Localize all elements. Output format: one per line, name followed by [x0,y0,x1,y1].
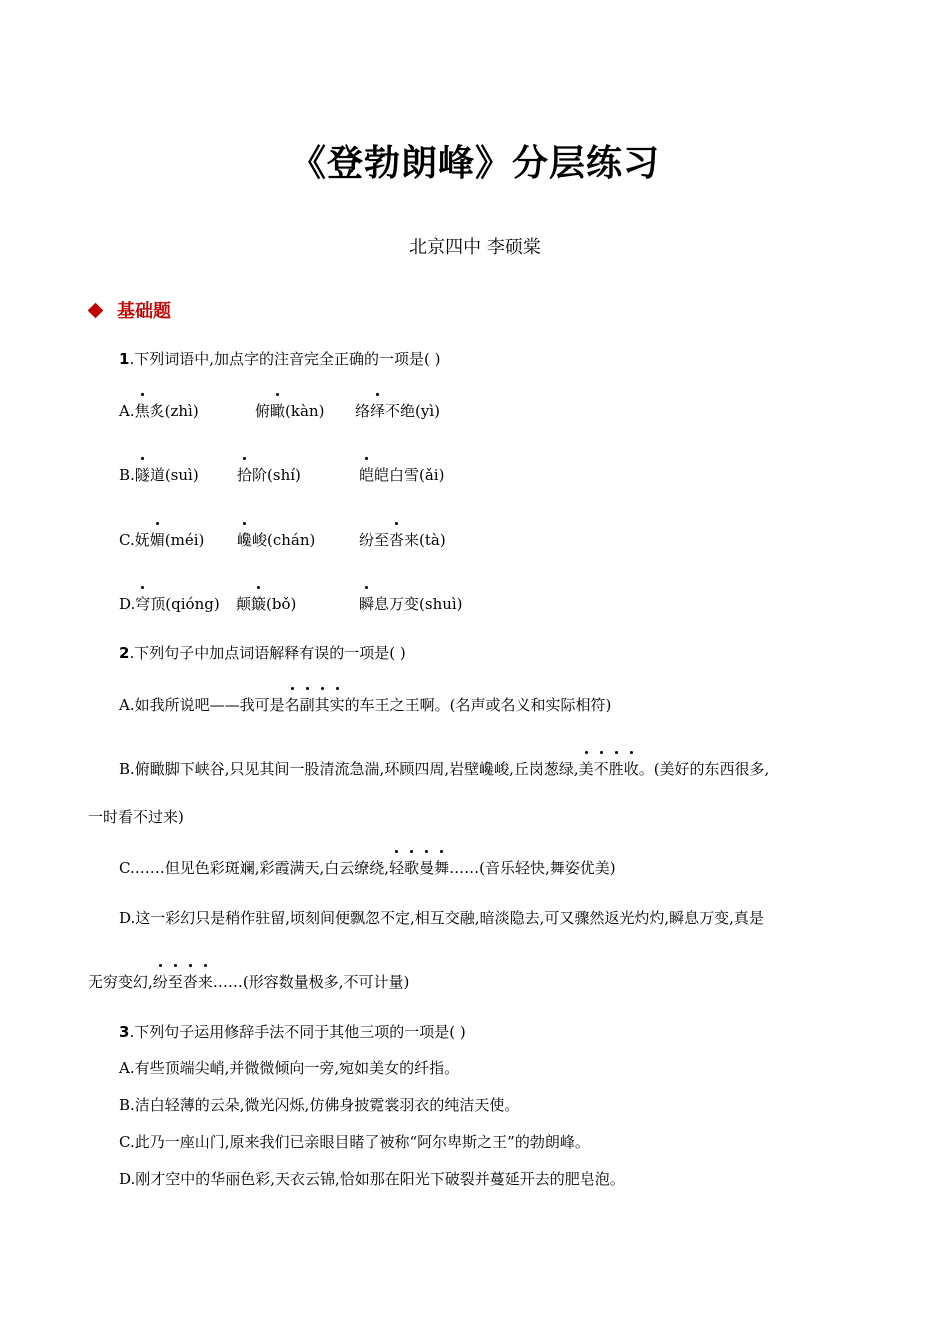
emphasis-dot-char: 收 [623,760,639,778]
q3-option-d: D.刚才空中的华丽色彩,天衣云锦,恰如那在阳光下破裂并蔓延开去的肥皂泡。 [119,1170,625,1188]
option-word-3: 皑皑白雪(ǎi) [359,466,445,484]
option-word-1: C.妩媚(méi) [119,531,205,549]
emphasis-dot-char: 巉 [237,531,253,549]
emphasized-phrase [153,973,213,991]
option-word-2: 巉峻(chán) [237,531,316,549]
emphasis-dot-char: 拾 [237,466,253,484]
emphasis-dot-char: 舞 [434,859,450,877]
q3-option-b: B.洁白轻薄的云朵,微光闪烁,仿佛身披霓裳羽衣的纯洁天使。 [119,1096,520,1114]
q2-option-c: C.……但见色彩斑斓,彩霞满天,白云缭绕,轻歌曼舞……(音乐轻快,舞姿优美) [119,859,616,877]
q2-option-b-continued: 一时看不过来) [88,808,184,826]
option-word-3: 络绎不绝(yì) [355,402,441,420]
emphasis-dot-char: 副 [299,696,315,714]
option-word-3: 纷至沓来(tà) [359,531,446,549]
option-word-1: B.隧道(suì) [119,466,199,484]
emphasis-dot-char: 实 [329,696,345,714]
section-heading [88,297,171,323]
q2-option-d-continued: 无穷变幻,纷至沓来……(形容数量极多,不可计量) [88,973,410,991]
q3-option-c: C.此乃一座山门,原来我们已亲眼目睹了被称“阿尔卑斯之王”的勃朗峰。 [119,1133,590,1151]
q2-option-b: B.俯瞰脚下峡谷,只见其间一股清流急湍,环顾四周,岩壁巉峻,丘岗葱绿,美不胜收。(美好的东西很多, [119,760,770,778]
question-number: 3 [119,1023,130,1041]
emphasis-dot-char: 皑 [359,466,375,484]
diamond-bullet-icon [88,302,104,318]
q1-option-a [119,400,819,422]
option-word-2: 俯瞰(kàn) [255,402,325,420]
emphasis-dot-char: 沓 [389,531,405,549]
option-word-1: D.穹顶(qióng) [119,595,220,613]
option-word-1: A.焦炙(zhì) [119,402,199,420]
emphasis-dot-char: 纷 [152,973,168,991]
q3-option-a: A.有些顶端尖峭,并微微倾向一旁,宛如美女的纤指。 [119,1059,460,1077]
emphasis-dot-char: 来 [197,973,213,991]
q2-option-d: D.这一彩幻只是稍作驻留,顷刻间便飘忽不定,相互交融,暗淡隐去,可又骤然返光灼灼,瞬息万变,真是 [119,909,764,927]
emphasis-dot-char: 不 [593,760,609,778]
question-2 [119,642,406,663]
option-word-2: 拾阶(shí) [237,466,301,484]
emphasis-dot-char: 胜 [608,760,624,778]
question-number: 2 [119,644,130,662]
emphasized-phrase [579,760,639,778]
emphasis-dot-char: 曼 [419,859,435,877]
q2-option-a: A.如我所说吧——我可是名副其实的车王之王啊。(名声或名义和实际相符) [119,696,612,714]
question-text: .下列句子运用修辞手法不同于其他三项的一项是( ) [129,1023,466,1041]
page-title: 《登勃朗峰》分层练习 [289,143,660,184]
emphasis-dot-char: 其 [314,696,330,714]
emphasis-dot-char: 美 [578,760,594,778]
emphasis-dot-char: 簸 [251,595,267,613]
question-1 [119,348,440,369]
question-text: .下列句子中加点词语解释有误的一项是( ) [129,644,406,662]
emphasis-dot-char: 焦 [134,402,150,420]
option-word-2: 颠簸(bǒ) [236,595,297,613]
author-line: 北京四中 李硕棠 [409,237,541,258]
section-label: 基础题 [117,301,171,322]
question-number: 1 [119,350,130,368]
q1-option-c [119,529,819,551]
emphasis-dot-char: 瞰 [270,402,286,420]
emphasis-dot-char: 名 [284,696,300,714]
emphasis-dot-char: 隧 [134,466,150,484]
emphasis-dot-char: 绎 [370,402,386,420]
emphasized-phrase [389,859,449,877]
question-3 [119,1021,466,1042]
emphasis-dot-char: 媚 [149,531,165,549]
q1-option-d [119,593,819,615]
emphasis-dot-char: 穹 [135,595,151,613]
emphasis-dot-char: 歌 [404,859,420,877]
emphasis-dot-char: 至 [167,973,183,991]
emphasis-dot-char: 轻 [389,859,405,877]
emphasis-dot-char: 瞬 [359,595,375,613]
question-text: .下列词语中,加点字的注音完全正确的一项是( ) [129,350,441,368]
option-word-3: 瞬息万变(shuì) [359,595,463,613]
emphasized-phrase [285,696,345,714]
q1-option-b [119,464,819,486]
emphasis-dot-char: 沓 [182,973,198,991]
